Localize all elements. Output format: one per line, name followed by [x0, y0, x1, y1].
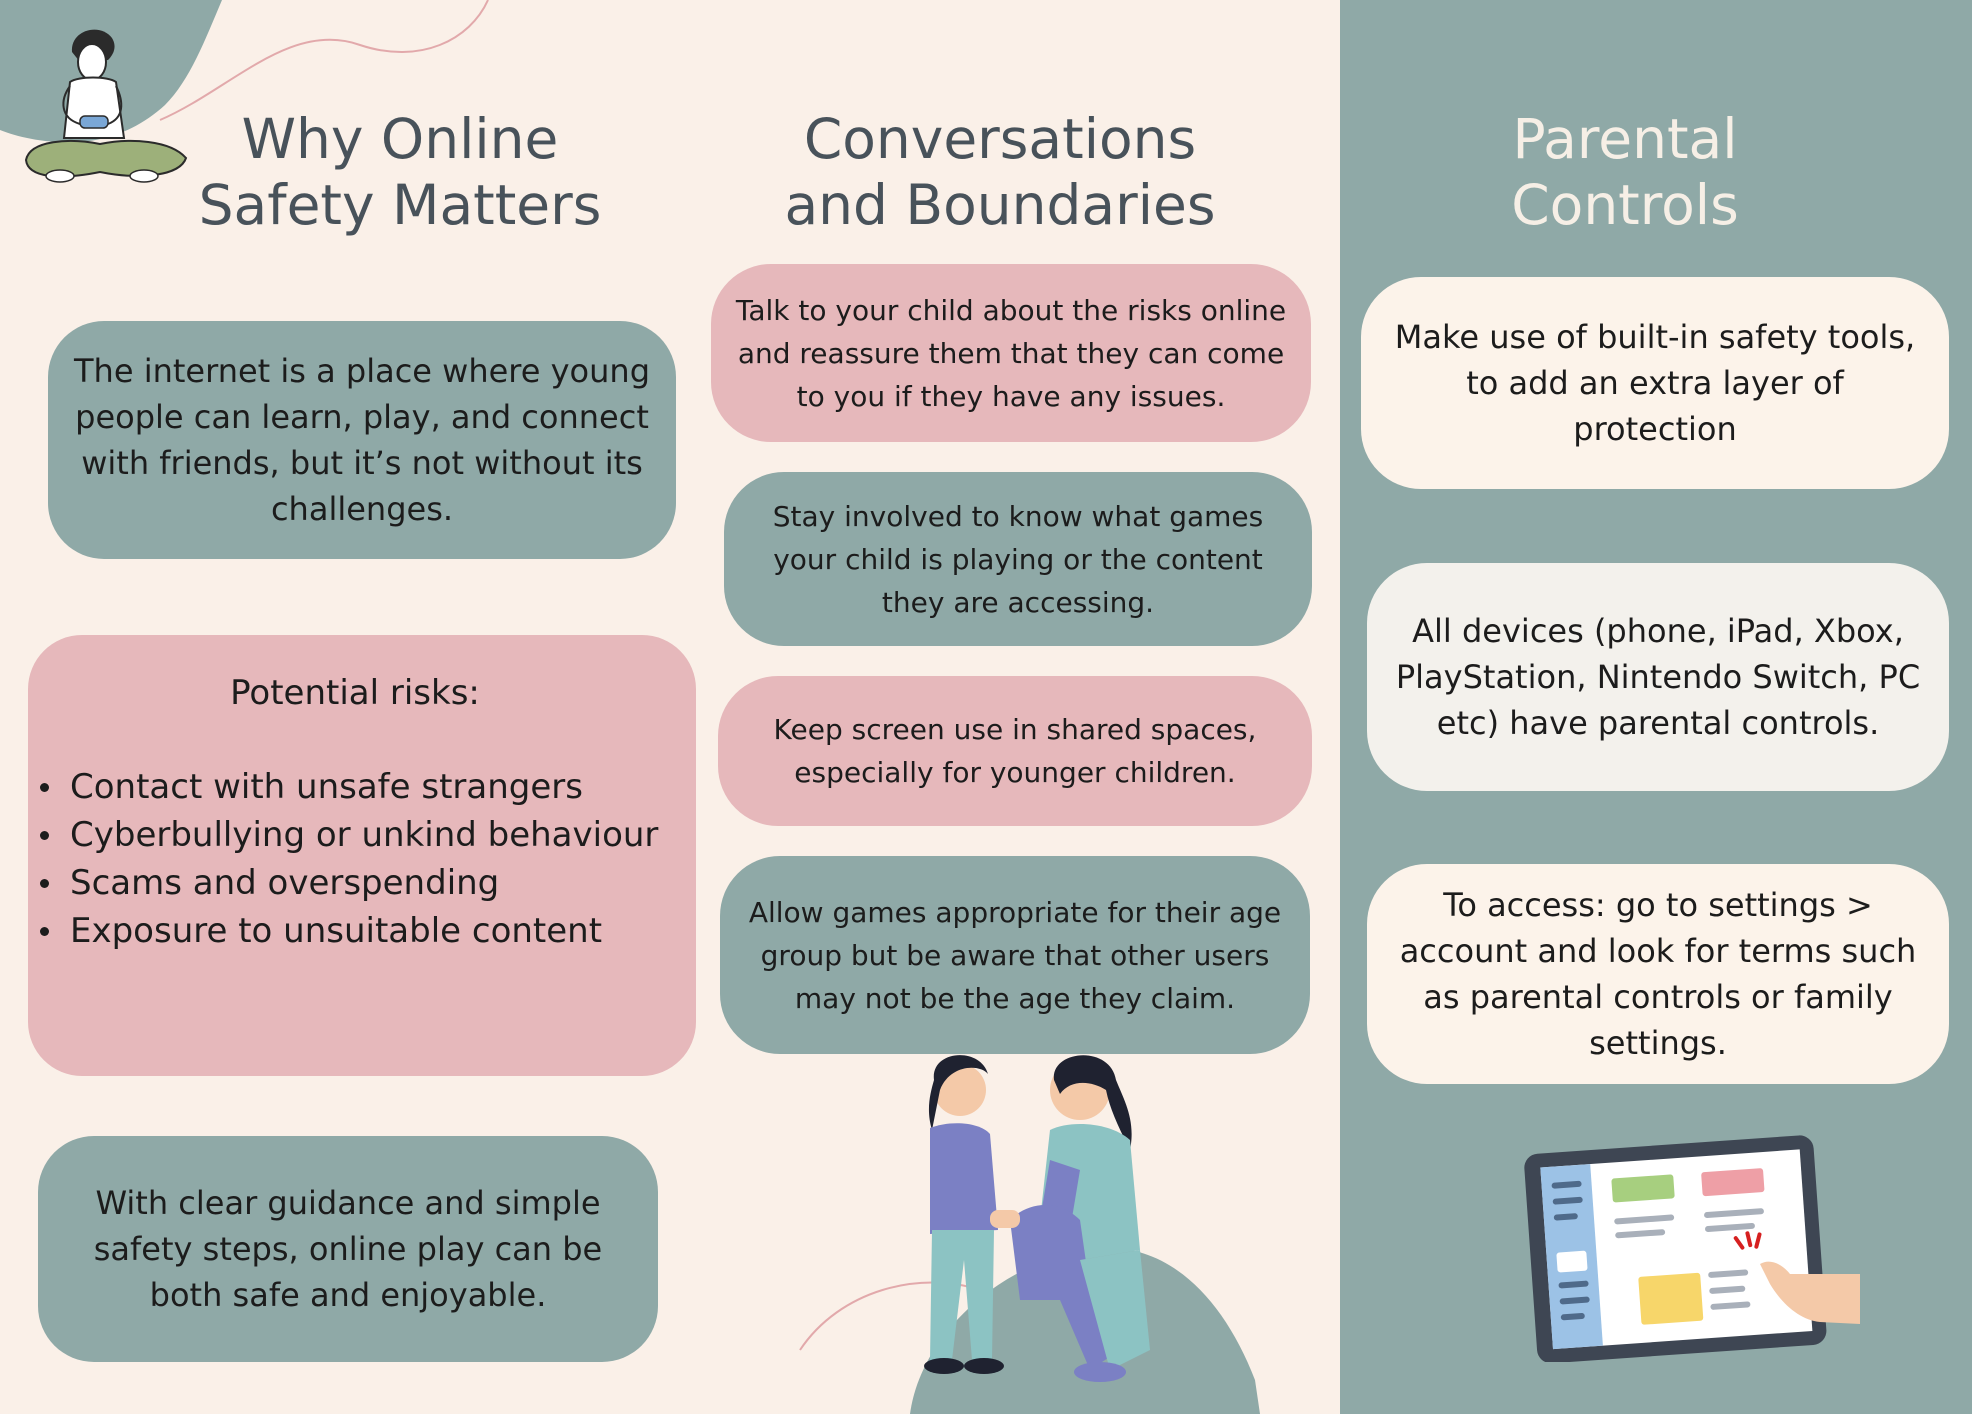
heading-line: Controls	[1511, 173, 1739, 237]
heading-line: Why Online	[241, 107, 559, 171]
parental-card-all-devices	[1367, 563, 1949, 791]
risk-item: Cyberbullying or unkind behaviour	[70, 811, 658, 859]
closing-text: With clear guidance and simple safety steps, online play can be both safe and enjoyable.	[93, 1184, 603, 1314]
parental-text: All devices (phone, iPad, Xbox, PlayStation, Nintendo Switch, PC etc) have parental controls.	[1395, 612, 1921, 742]
tip-text: Talk to your child about the risks online and reassure them that they can come to you if they have any issues.	[735, 293, 1287, 413]
tip-card-shared-spaces	[718, 676, 1312, 826]
intro-card	[48, 321, 676, 559]
parental-card-built-in-tools	[1361, 277, 1949, 489]
tip-card-stay-involved	[724, 472, 1312, 646]
parental-card-how-to-access	[1367, 864, 1949, 1084]
parental-text: Make use of built-in safety tools, to add an extra layer of protection	[1394, 318, 1916, 448]
heading-why-online-safety	[160, 106, 640, 238]
heading-line: Safety Matters	[198, 173, 602, 237]
risks-list	[28, 763, 658, 955]
heading-line: and Boundaries	[784, 173, 1216, 237]
potential-risks-card	[28, 635, 696, 1076]
heading-conversations-boundaries	[750, 106, 1250, 238]
tip-text: Keep screen use in shared spaces, especially for younger children.	[773, 713, 1257, 789]
risk-item: Exposure to unsuitable content	[70, 907, 658, 955]
tip-card-age-appropriate	[720, 856, 1310, 1054]
heading-line: Parental	[1512, 107, 1738, 171]
risks-title: Potential risks:	[230, 673, 480, 713]
tip-text: Stay involved to know what games your child is playing or the content they are accessing.	[772, 499, 1264, 619]
risk-item: Scams and overspending	[70, 859, 658, 907]
intro-text: The internet is a place where young people can learn, play, and connect with friends, but it’s not without its challenges.	[74, 352, 650, 528]
parent-child-icon	[780, 1050, 1260, 1414]
parental-text: To access: go to settings > account and look for terms such as parental controls or family settings.	[1399, 886, 1917, 1062]
tip-card-talk	[711, 264, 1311, 442]
closing-card	[38, 1136, 658, 1362]
heading-line: Conversations	[803, 107, 1197, 171]
tip-text: Allow games appropriate for their age group but be aware that other users may not be the age they claim.	[748, 895, 1282, 1015]
heading-parental-controls	[1400, 106, 1850, 238]
risk-item: Contact with unsafe strangers	[70, 763, 658, 811]
tablet-icon	[1520, 1134, 1870, 1362]
